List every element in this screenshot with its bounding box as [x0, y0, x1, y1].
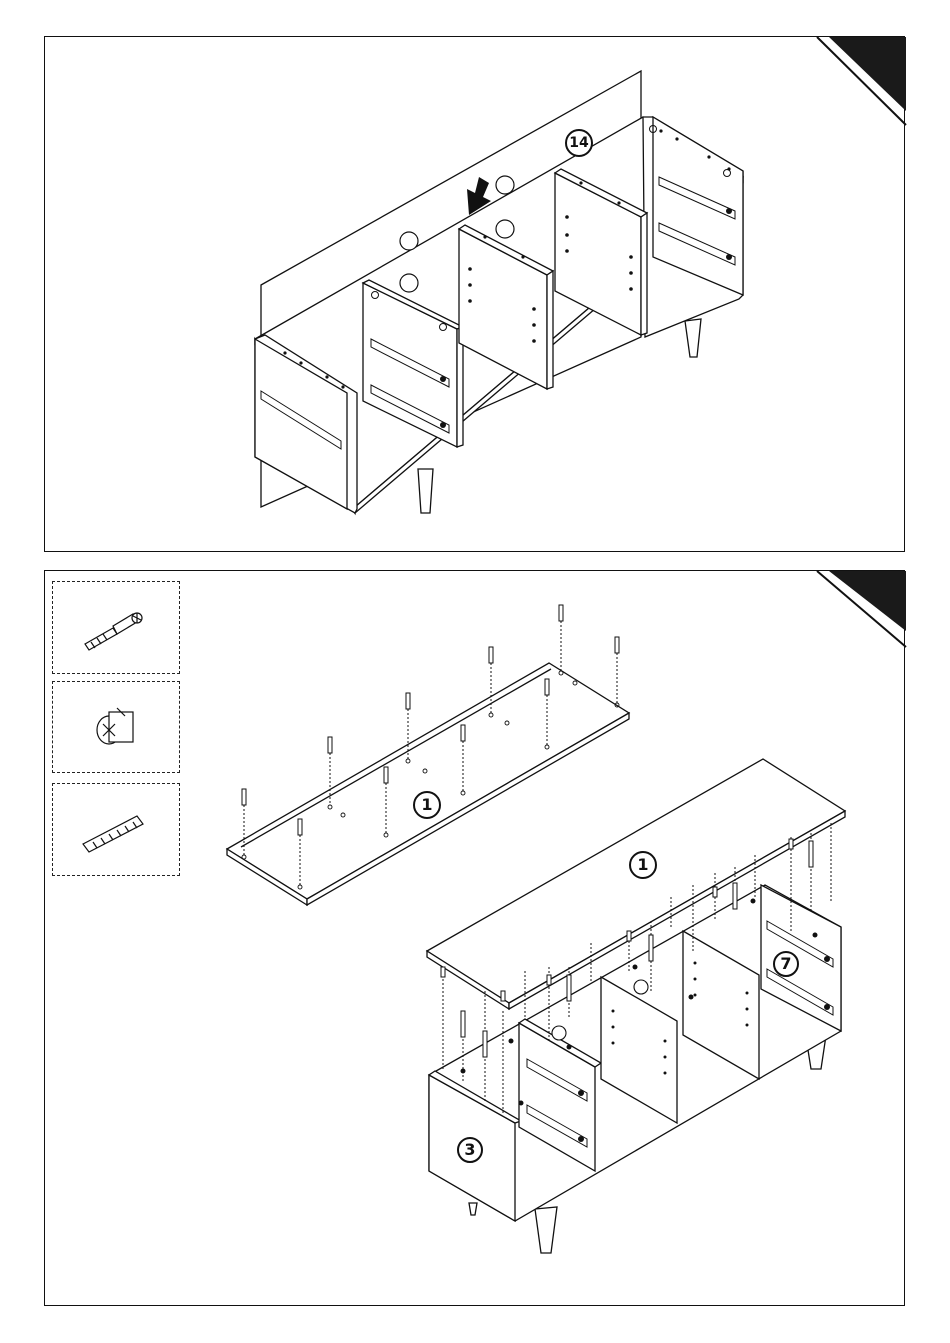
step-panel-top [44, 36, 905, 552]
part-label-left-side: 3 [457, 1137, 483, 1163]
hardware-cam-bolt [52, 581, 180, 674]
corner-tab [829, 571, 906, 631]
part-label-back-panel: 14 [565, 129, 593, 157]
step-panel-bottom [44, 570, 905, 1306]
wooden-dowel-icon [53, 784, 181, 877]
cam-bolt-icon [53, 582, 181, 675]
hardware-wooden-dowel [52, 783, 180, 876]
hardware-cam-lock [52, 681, 180, 773]
corner-tab [829, 37, 906, 111]
part-label-top-exploded: 1 [413, 791, 441, 819]
cabinet-drawing-top [45, 37, 906, 553]
part-label-right-side: 7 [773, 951, 799, 977]
cam-lock-icon [53, 682, 181, 774]
part-label-top-assembled: 1 [629, 851, 657, 879]
